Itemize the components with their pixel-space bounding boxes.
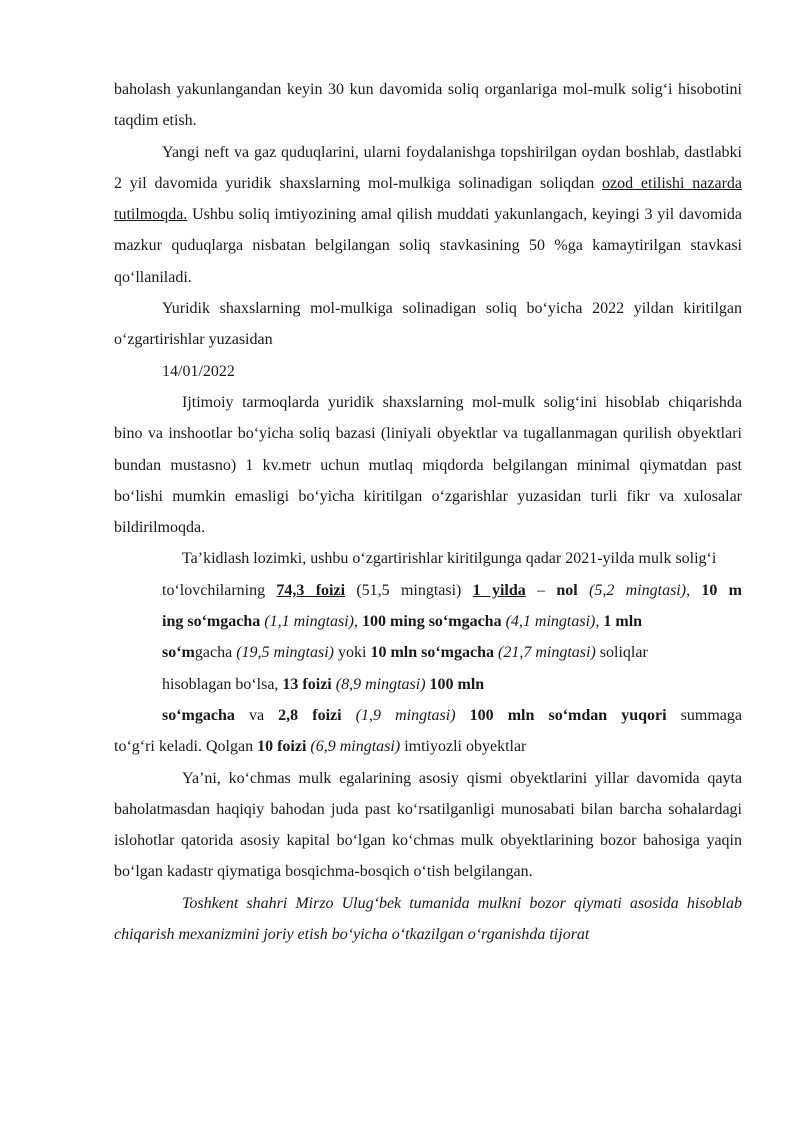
stats-line-5	[114, 700, 742, 731]
stats-value: so‘mgacha	[162, 706, 235, 724]
stats-value: so‘m	[162, 644, 195, 662]
stats-value: 10 mln so‘mgacha	[370, 644, 494, 662]
stats-count: (19,5 mingtasi)	[236, 644, 334, 662]
stats-line-6	[114, 731, 742, 762]
stats-count: (1,1 mingtasi),	[264, 613, 359, 631]
stats-value: 10 foizi	[257, 738, 307, 756]
stats-count: (8,9 mingtasi)	[335, 675, 426, 693]
stats-line-2	[114, 606, 742, 637]
stats-text	[690, 582, 701, 599]
paragraph-6: Ya’ni, ko‘chmas mulk egalarining asosiy qismi obyektlarini yillar davomida qayta baholatmasdan haqiqiy bahodan juda past ko‘rsatilganligi munosabati bilan barcha sohalardagi islohotlar qatorida asosiy kapital bo‘lgan ko‘chmas mulk obyektlarining bozor bahosiga yaqin bo‘lgan kadastr qiymatiga bosqichma-bosqich o‘tish belgilangan.	[114, 769, 742, 881]
stats-count: (21,7 mingtasi)	[498, 644, 596, 662]
stats-text: –	[525, 581, 557, 599]
stats-value: 13 foizi	[282, 675, 332, 693]
stats-count: (1,9 mingtasi)	[355, 706, 456, 724]
stats-count: (5,2 mingtasi),	[589, 581, 691, 599]
stats-value: 100 ming so‘mgacha	[362, 613, 502, 631]
stats-value: ing so‘mgacha	[162, 613, 261, 631]
stats-text: imtiyozli obyektlar	[400, 738, 527, 756]
stats-text: to‘g‘ri keladi. Qolgan	[114, 738, 258, 756]
stats-value: 1 mln	[603, 613, 643, 631]
stats-value: nol	[556, 581, 578, 599]
paragraph-7: Toshkent shahri Mirzo Ulug‘bek tumanida mulkni bozor qiymati asosida hisoblab chiqarish mexanizmini joriy etish bo‘yicha o‘tkazilgan o‘rganishda tijorat	[114, 894, 742, 944]
paragraph-1: baholash yakunlangandan keyin 30 kun davomida soliq organlariga mol-mulk solig‘i hisobotini taqdim etish.	[114, 81, 742, 130]
stats-line-3	[114, 637, 742, 668]
stats-text	[578, 582, 589, 599]
stats-count: (6,9 mingtasi)	[310, 738, 401, 756]
stats-value: 10 m	[701, 581, 742, 599]
stats-value: 2,8 foizi	[278, 706, 342, 724]
stats-value: 100 mln so‘mdan yuqori	[469, 706, 667, 724]
paragraph-3: Yuridik shaxslarning mol-mulkiga solinadigan soliq bo‘yicha 2022 yildan kiritilgan o‘zgartirishlar yuzasidan	[114, 300, 742, 349]
stats-text: (51,5 mingtasi)	[345, 581, 473, 599]
paragraph-2-text-b: Ushbu soliq imtiyozining amal qilish muddati yakunlangach, keyingi 3 yil davomida mazkur quduqlarga nisbatan belgilangan soliq stavkasining 50 %ga kamaytirilgan stavkasi qo‘llaniladi.	[114, 206, 742, 286]
underlined-phrase: ozod etilishi nazarda tutilmoqda.	[114, 174, 742, 224]
stats-line-1	[114, 575, 742, 606]
document-body	[114, 74, 742, 950]
stats-text: yoki	[333, 644, 371, 662]
stats-value: 74,3 foizi	[276, 581, 346, 599]
stats-value: 1 yilda	[472, 581, 526, 599]
stats-text: hisoblagan bo‘lsa,	[162, 675, 283, 693]
stats-text	[342, 707, 356, 724]
paragraph-2	[114, 137, 742, 293]
stats-text: soliqlar	[595, 644, 648, 662]
stats-text: va	[234, 706, 279, 724]
stats-line-4	[114, 669, 742, 700]
stats-count: (4,1 mingtasi)	[505, 613, 596, 631]
date-line: 14/01/2022	[162, 362, 235, 380]
paragraph-5: Ta’kidlash lozimki, ushbu o‘zgartirishlar kiritilgunga qadar 2021-yilda mulk solig‘i	[182, 550, 717, 568]
stats-text: to‘lovchilarning	[162, 581, 277, 599]
stats-text: ,	[595, 613, 604, 631]
paragraph-4: Ijtimoiy tarmoqlarda yuridik shaxslarning mol-mulk solig‘ini hisoblab chiqarishda bino va inshootlar bo‘yicha soliq bazasi (liniyali obyektlar va tugallanmagan qurilish obyektlari bundan mustasno) 1 kv.metr uchun mutlaq miqdorda belgilangan minimal qiymatdan past bo‘lishi mumkin emasligi bo‘yicha kiritilgan o‘zgarishlar yuzasidan turli fikr va xulosalar bildirilmoqda.	[114, 393, 742, 537]
stats-text: gacha	[194, 644, 237, 662]
stats-text: summaga	[666, 706, 742, 724]
stats-value: 100 mln	[429, 675, 485, 693]
stats-text	[456, 707, 470, 724]
paragraph-2-text-a: Yangi neft va gaz quduqlarini, ularni foydalanishga topshirilgan oydan boshlab, dastlabki 2 yil davomida yuridik shaxslarning mol-mulkiga solinadigan soliqdan	[114, 143, 742, 192]
